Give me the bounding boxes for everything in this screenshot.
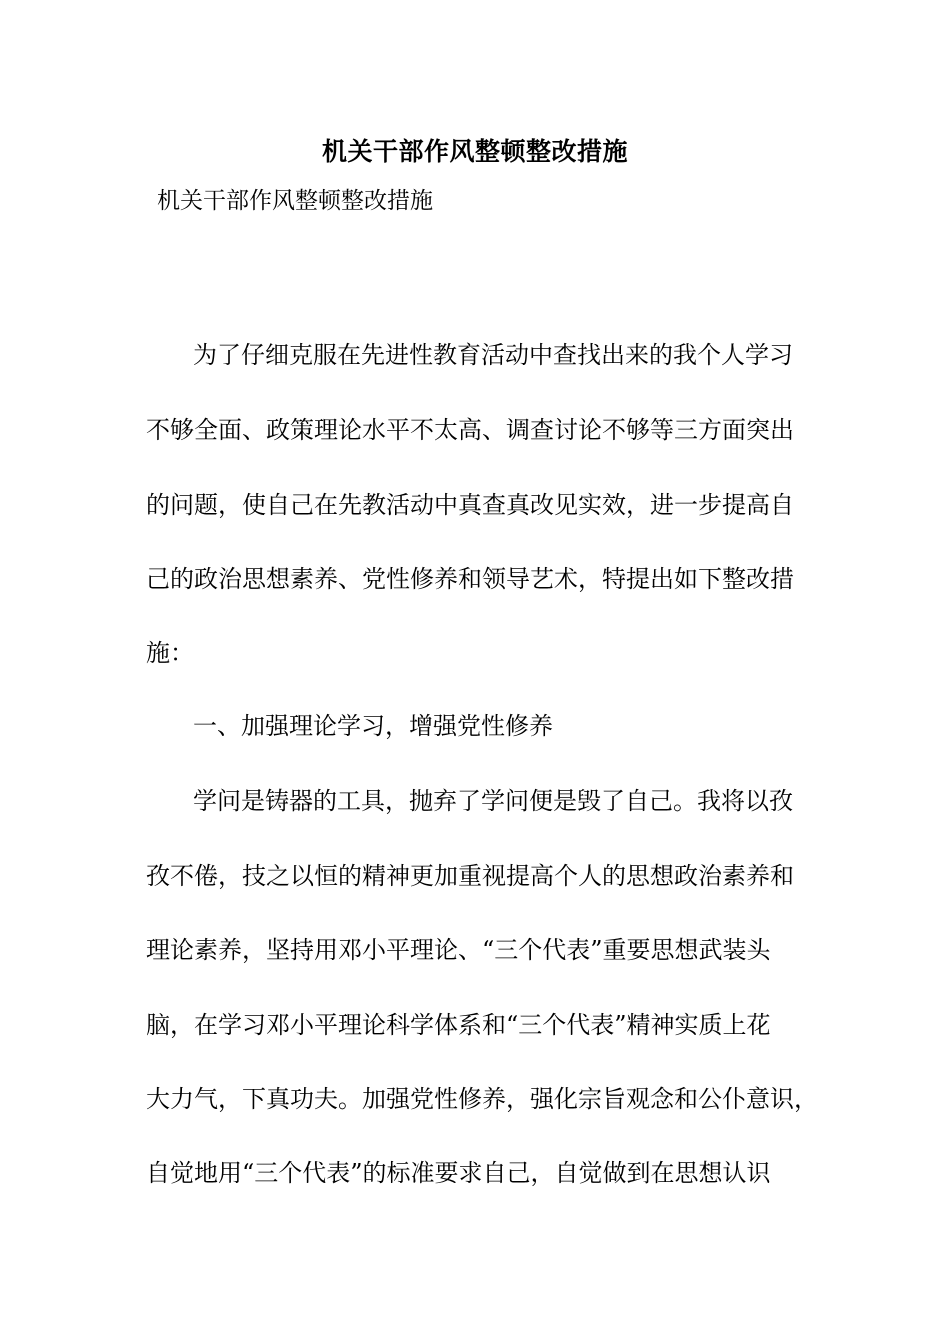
paragraph-line-11: 大力气，下真功夫。加强党性修养，强化宗旨观念和公仆意识，	[146, 1085, 818, 1113]
paragraph-line-8: 孜不倦，技之以恒的精神更加重视提高个人的思想政治素养和	[146, 862, 794, 890]
document-subtitle: 机关干部作风整顿整改措施	[157, 188, 433, 214]
section-heading-1: 一、加强理论学习，增强党性修养	[193, 712, 553, 740]
paragraph-line-3: 的问题，使自己在先教活动中真查真改见实效，进一步提高自	[146, 491, 794, 519]
paragraph-line-5: 施：	[146, 639, 194, 667]
paragraph-line-9: 理论素养，坚持用邓小平理论、“三个代表”重要思想武装头	[146, 936, 771, 964]
paragraph-line-2: 不够全面、政策理论水平不太高、调查讨论不够等三方面突出	[146, 416, 794, 444]
paragraph-line-12: 自觉地用“三个代表”的标准要求自己，自觉做到在思想认识	[146, 1159, 771, 1187]
document-title: 机关干部作风整顿整改措施	[321, 137, 628, 166]
paragraph-line-7: 学问是铸器的工具，抛弃了学问便是毁了自己。我将以孜	[193, 787, 793, 815]
paragraph-line-1: 为了仔细克服在先进性教育活动中查找出来的我个人学习	[193, 341, 793, 369]
paragraph-line-10: 脑，在学习邓小平理论科学体系和“三个代表”精神实质上花	[146, 1011, 771, 1039]
paragraph-line-4: 己的政治思想素养、党性修养和领导艺术，特提出如下整改措	[146, 565, 794, 593]
